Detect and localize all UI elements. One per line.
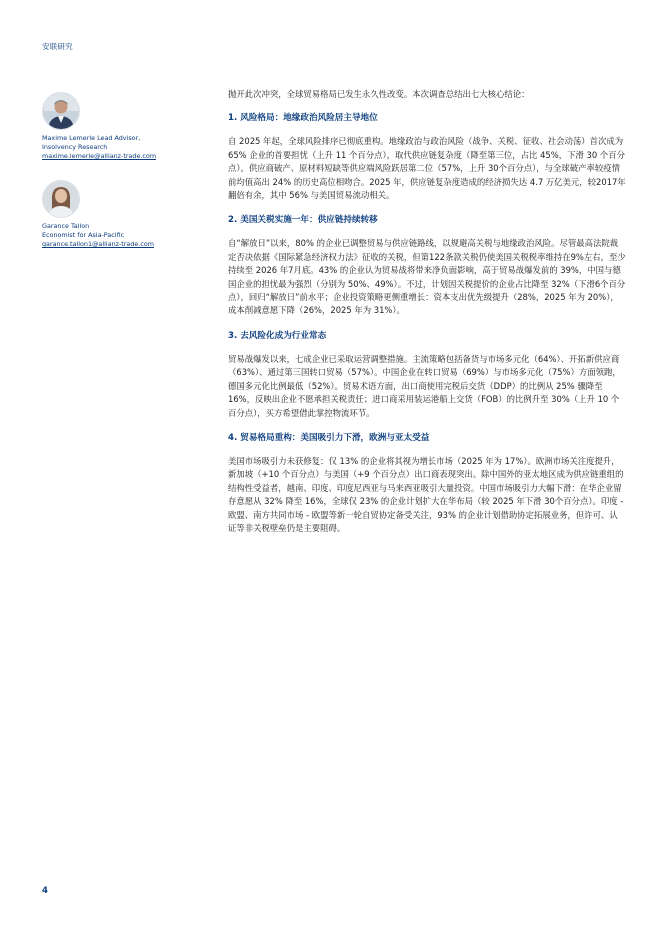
author-photo-maxime — [42, 92, 80, 130]
page-number: 4 — [42, 886, 48, 896]
brand-header: 安联研究 — [42, 42, 73, 51]
author-role: Economist for Asia-Pacific — [42, 231, 125, 239]
section-heading: 3. 去风险化成为行业常态 — [228, 330, 327, 341]
section-body: 自“解放日”以来，80% 的企业已调整贸易与供应链路线，以规避高关税与地缘政治风险。尽管最高法院裁定否决依据《国际紧急经济权力法》征收的关税，但第122条款关税仍使美国关税税率维持在9%左右，至少持续至 2026 年7月底。43% 的企业认为贸易战将带来净负面影响，高于贸易战爆发前的 39%，中国与德国企业的担忧最为强烈（分别为 50%、49%）。不过，计划因关税提价的企业占比降至 32%（下滑6个百分点），回归“解放日”前水平；企业投资策略更侧重增长：资本支出优先级提升（28%，2025 年为 20%），成本削减意愿下降（26%，2025 年为 31%）。 — [228, 238, 626, 316]
intro-paragraph: 抛开此次冲突，全球贸易格局已发生永久性改变。本次调查总结出七大核心结论： — [228, 89, 530, 99]
author-photo-garance — [42, 180, 80, 218]
section-body: 美国市场吸引力未获修复：仅 13% 的企业将其视为增长市场（2025 年为 17%）。欧洲市场关注度提升，新加坡（+10 个百分点）与美国（+9 个百分点）出口商表现突出。除中国外的亚太地区成为供应链重组的结构性受益者，越南、印度、印度尼西亚与马来西亚吸引大量投资。中国市场吸引力大幅下滑：在华企业留存意愿从 32% 降至 16%，全球仅 23% 的企业计划扩大在华布局（较 2025 年下滑 30个百分点）。印度 - 欧盟、南方共同市场 - 欧盟等新一轮自贸协定备受关注，93% 的企业计划借助协定拓展业务，但许可、认证等非关税壁垒仍是主要阻碍。 — [228, 455, 624, 533]
section-heading: 1. 风险格局：地缘政治风险居主导地位 — [228, 113, 378, 124]
author-email-link[interactable]: garance.tallon1@allianz-trade.com — [42, 240, 155, 248]
section-heading: 4. 贸易格局重构：美国吸引力下滑，欧洲与亚太受益 — [228, 432, 430, 443]
section-body: 自 2025 年起，全球风险排序已彻底重构。地缘政治与政治风险（战争、关税、征收、社会动荡）首次成为 65% 企业的首要担忧（上升 11 个百分点），取代供应链复杂度（降至第三位，占比 45%，下滑 30 个百分点）。供应商破产、原材料短缺等供应端风险跃居第二位（57%，上升 30个百分点），与全球破产率较疫情前均值高出 24% 的历史高位相吻合。2025 年，供应链复杂度造成的经济损失达 4.7 万亿美元，较2017年翻倍有余，其中 56% 与美国贸易流动相关。 — [228, 136, 626, 201]
section-heading: 2. 美国关税实施一年：供应链持续转移 — [228, 215, 378, 226]
author-role: Insolvency Research — [42, 143, 108, 151]
main-content — [228, 88, 626, 547]
author-name: Garance Tallon — [42, 222, 90, 230]
section-body: 贸易战爆发以来，七成企业已采取运营调整措施。主流策略包括备货与市场多元化（64%）、开拓新供应商（63%）、通过第三国转口贸易（57%）。中国企业在转口贸易（69%）与市场多元化（75%）方面领跑，德国多元化比例最低（52%）。贸易术语方面，出口商使用完税后交货（DDP）的比例从 25% 骤降至 16%，反映出企业不愿承担关税责任；进口商采用装运港船上交货（FOB）的比例升至 30%（上升 10 个百分点），买方希望借此掌控物流环节。 — [228, 353, 621, 418]
author-card-maxime — [42, 92, 192, 161]
author-email-link[interactable]: maxime.lemerle@allianz-trade.com — [42, 152, 157, 160]
author-name: Maxime Lemerle Lead Advisor, — [42, 134, 141, 142]
author-card-garance — [42, 180, 192, 249]
